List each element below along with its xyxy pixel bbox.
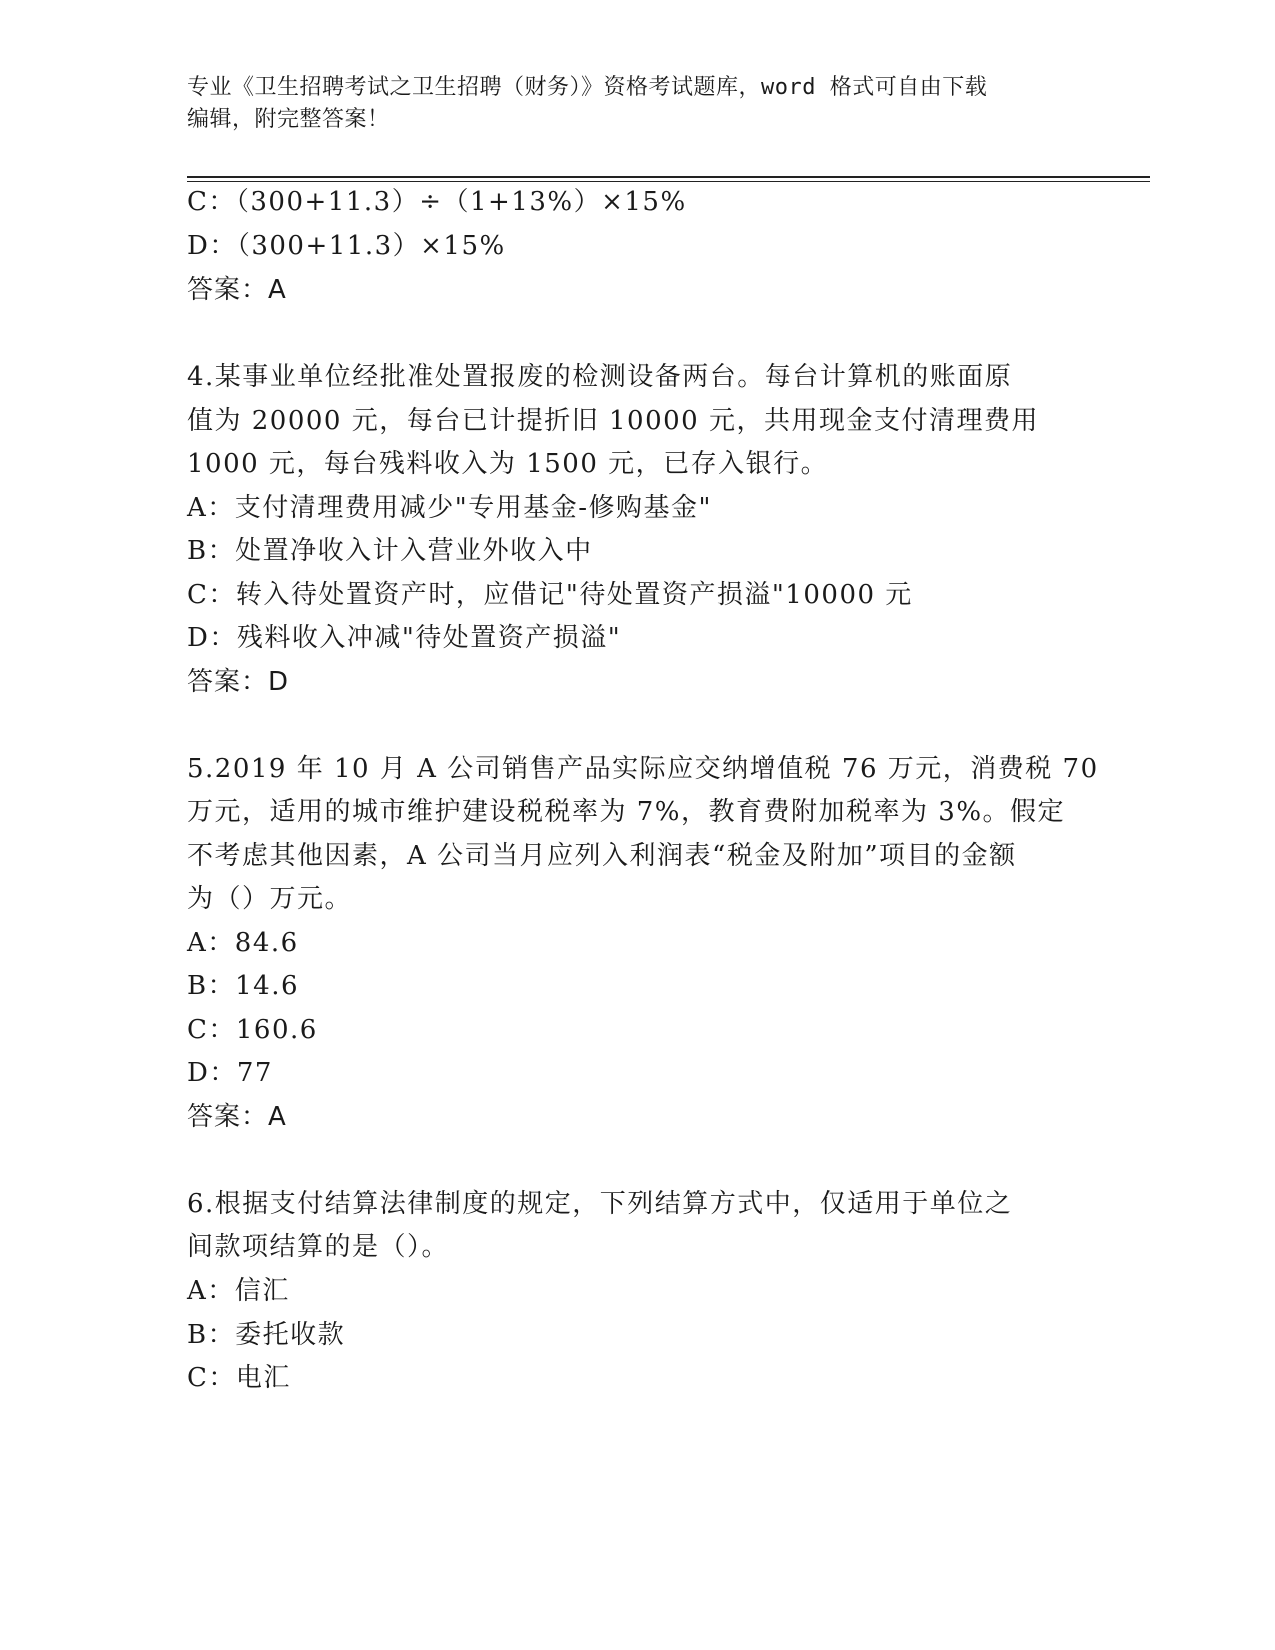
q4-stem-line-3: 1000 元，每台残料收入为 1500 元，已存入银行。: [187, 449, 829, 479]
q5-answer: 答案：A: [187, 1102, 287, 1132]
q6-stem-line-2: 间款项结算的是（）。: [187, 1232, 450, 1262]
q3-option-d: D：（300+11.3）×15%: [187, 231, 506, 261]
q4-answer: 答案：D: [187, 667, 290, 697]
q4-stem-line-2: 值为 20000 元，每台已计提折旧 10000 元，共用现金支付清理费用: [187, 406, 1039, 436]
q6-option-c: C：电汇: [187, 1363, 291, 1393]
q5-option-d: D：77: [187, 1058, 273, 1088]
q3-option-c: C：（300+11.3）÷（1+13%）×15%: [187, 187, 687, 217]
q4-option-d: D：残料收入冲减"待处置资产损溢": [187, 623, 622, 653]
q5-stem-line-1: 5.2019 年 10 月 A 公司销售产品实际应交纳增值税 76 万元，消费税 70: [187, 754, 1099, 784]
q3-answer: 答案：A: [187, 275, 287, 305]
q5-option-c: C：160.6: [187, 1015, 318, 1045]
q5-stem-line-3: 不考虑其他因素，A 公司当月应列入利润表“税金及附加”项目的金额: [187, 841, 1017, 871]
q5-stem-line-4: 为（）万元。: [187, 884, 353, 914]
q6-stem-line-1: 6.根据支付结算法律制度的规定，下列结算方式中，仅适用于单位之: [187, 1189, 1013, 1219]
header-line-1: 专业《卫生招聘考试之卫生招聘（财务）》资格考试题库，word 格式可自由下载: [187, 75, 988, 100]
q5-stem-line-2: 万元，适用的城市维护建设税税率为 7%，教育费附加税率为 3%。假定: [187, 797, 1066, 827]
q5-option-b: B：14.6: [187, 971, 299, 1001]
header-line-2: 编辑，附完整答案！: [187, 107, 390, 132]
header-divider-thin: [187, 181, 1150, 182]
q4-option-c: C：转入待处置资产时，应借记"待处置资产损溢"10000 元: [187, 580, 913, 610]
q5-option-a: A：84.6: [187, 928, 299, 958]
q6-option-b: B：委托收款: [187, 1320, 346, 1350]
q4-stem-line-1: 4.某事业单位经批准处置报废的检测设备两台。每台计算机的账面原: [187, 362, 1013, 392]
q4-option-a: A：支付清理费用减少"专用基金-修购基金": [187, 493, 712, 523]
header-divider-thick: [187, 176, 1150, 178]
document-header: [187, 72, 1067, 136]
q4-option-b: B：处置净收入计入营业外收入中: [187, 536, 593, 566]
q6-option-a: A：信汇: [187, 1276, 290, 1306]
